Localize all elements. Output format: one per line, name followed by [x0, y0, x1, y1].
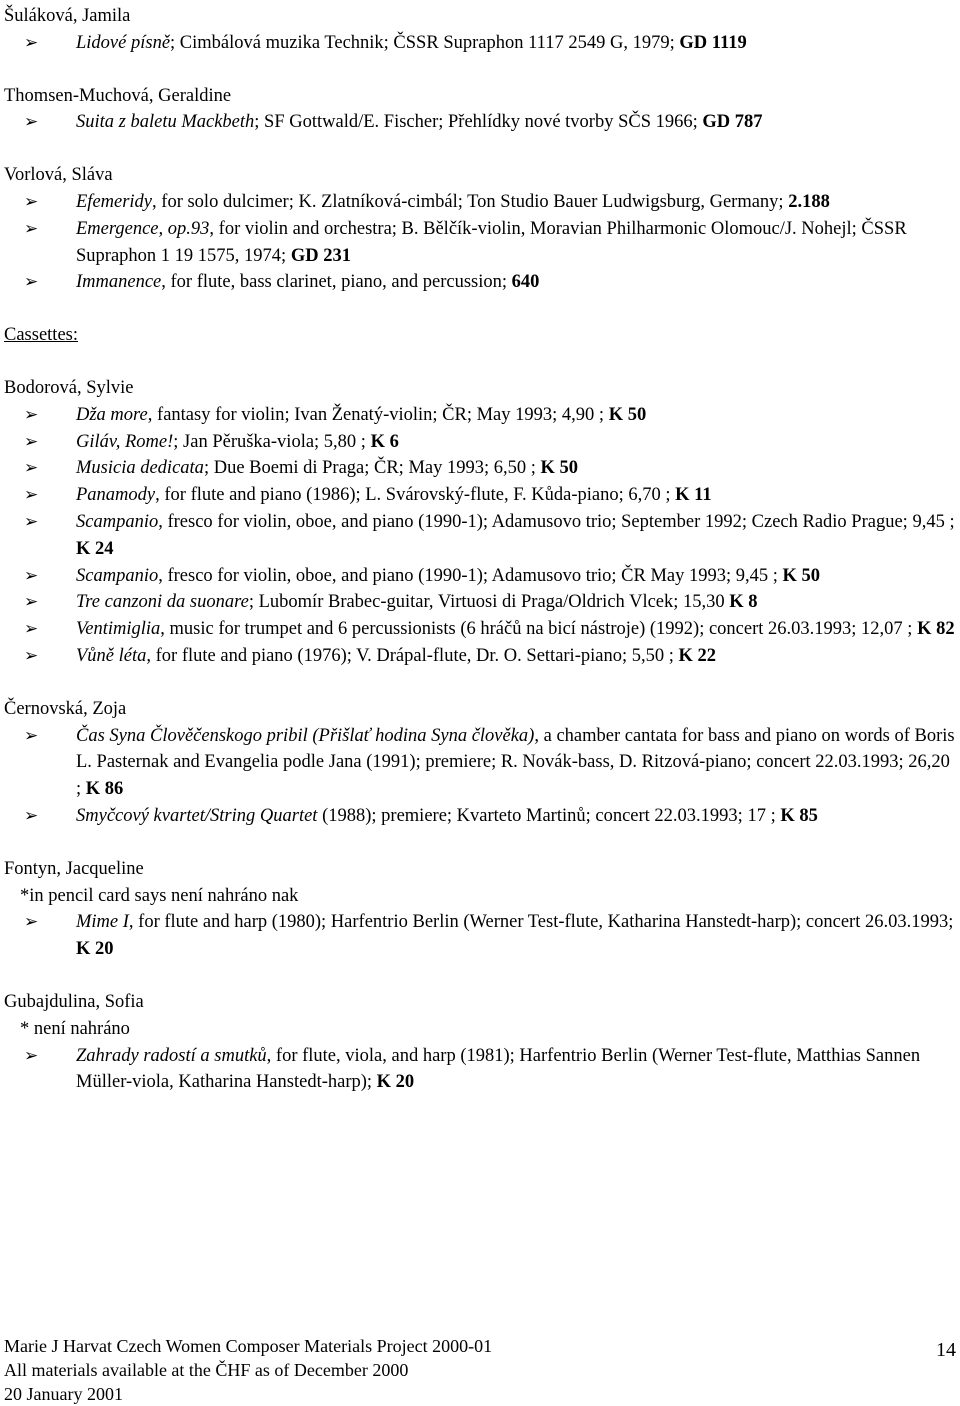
work-details: , music for trumpet and 6 percussionists (6 hráčů na bicí nástroje) (1992); concert 26.03.1993; 12,07 ;	[160, 619, 918, 640]
work-item	[4, 643, 956, 670]
works-list	[4, 189, 956, 296]
catalog-code: K 20	[376, 1072, 415, 1093]
work-title: Ventimiglia	[76, 619, 161, 640]
arrow-bullet-icon: ➢	[24, 485, 39, 506]
arrow-bullet-icon: ➢	[24, 645, 39, 666]
arrow-bullet-icon: ➢	[24, 912, 39, 933]
works-list	[4, 909, 956, 963]
work-details: (1988); premiere; Kvarteto Martinů; concert 22.03.1993; 17 ;	[317, 805, 781, 826]
work-title: Smyčcový kvartet/String Quartet	[76, 805, 318, 826]
work-title: Dža more	[76, 404, 148, 425]
composer-name: Vorlová, Sláva	[4, 165, 113, 186]
work-item	[4, 723, 956, 803]
arrow-bullet-icon: ➢	[24, 805, 39, 826]
work-details: , for violin and orchestra; B. Bělčík-violin, Moravian Philharmonic Olomouc/J. Nohejl; ČSSR Supraphon 1 19 1575, 1974;	[76, 218, 907, 266]
arrow-bullet-icon: ➢	[24, 725, 39, 746]
works-list	[4, 109, 956, 136]
work-item	[4, 1043, 956, 1097]
work-title: Efemeridy	[76, 191, 153, 212]
composer-name: Šuláková, Jamila	[4, 6, 131, 26]
work-details: , fresco for violin, oboe, and piano (1990-1); Adamusovo trio; September 1992; Czech Radio Prague; 9,45 ;	[158, 511, 955, 532]
work-item	[4, 402, 956, 429]
works-list	[4, 723, 956, 830]
arrow-bullet-icon: ➢	[24, 458, 39, 479]
composer-entry	[4, 3, 956, 57]
composer-entry	[4, 696, 956, 830]
catalog-code: K 22	[678, 645, 717, 666]
composer-entry	[4, 162, 956, 296]
work-title: Musicia dedicata	[76, 458, 204, 479]
work-details: , fresco for violin, oboe, and piano (1990-1); Adamusovo trio; ČR May 1993; 9,45 ;	[158, 565, 783, 586]
catalog-code: K 82	[917, 619, 955, 640]
catalog-code: K 86	[85, 779, 124, 800]
catalog-code: K 50	[540, 458, 579, 479]
work-details: , for solo dulcimer; K. Zlatníková-cimbál; Ton Studio Bauer Ludwigsburg, Germany;	[152, 191, 789, 212]
catalog-code: K 11	[675, 485, 712, 506]
work-item	[4, 30, 956, 57]
composer-entry	[4, 375, 956, 670]
work-details: ; Cimbálová muzika Technik; ČSSR Supraphon 1117 2549 G, 1979;	[170, 32, 680, 53]
work-details: , for flute and piano (1986); L. Svárovský-flute, F. Kůda-piano; 6,70 ;	[155, 485, 676, 506]
work-title: Tre canzoni da suonare	[76, 592, 249, 613]
works-list	[4, 402, 956, 670]
composer-name: Černovská, Zoja	[4, 698, 127, 719]
work-details: , fantasy for violin; Ivan Ženatý-violin; ČR; May 1993; 4,90 ;	[147, 404, 609, 425]
work-title: Čas Syna Člověčenskogo pribil (Přišlať hodina Syna člověka)	[76, 725, 535, 746]
document-page	[4, 3, 956, 1096]
work-details: , for flute, bass clarinet, piano, and percussion;	[161, 272, 512, 293]
composer-name: Gubajdulina, Sofia	[4, 991, 144, 1012]
catalog-code: K 50	[608, 404, 647, 425]
work-item	[4, 509, 956, 563]
catalog-code: K 85	[780, 805, 818, 826]
composer-name: Fontyn, Jacqueline	[4, 858, 144, 879]
arrow-bullet-icon: ➢	[24, 511, 39, 532]
work-title: Giláv, Rome!	[76, 431, 174, 452]
work-title: Scampanio	[76, 511, 159, 532]
work-details: , for flute, viola, and harp (1981); Harfentrio Berlin (Werner Test-flute, Matthias Sannen Müller-viola, Katharina Hanstedt-harp);	[76, 1045, 921, 1093]
work-details: ; SF Gottwald/E. Fischer; Přehlídky nové tvorby SČS 1966;	[254, 112, 703, 133]
work-item	[4, 803, 956, 830]
arrow-bullet-icon: ➢	[24, 32, 39, 53]
work-title: Immanence	[76, 272, 162, 293]
work-item	[4, 563, 956, 590]
catalog-code: K 50	[782, 565, 821, 586]
arrow-bullet-icon: ➢	[24, 404, 39, 425]
footer-line-date: 20 January 2001	[4, 1384, 123, 1404]
work-item	[4, 109, 956, 136]
work-title: Suita z baletu Mackbeth	[76, 112, 255, 133]
work-title: Lidové písně	[76, 32, 171, 53]
composer-entry	[4, 856, 956, 963]
catalog-code: GD 231	[290, 245, 351, 266]
composer-entry	[4, 989, 956, 1096]
arrow-bullet-icon: ➢	[24, 431, 39, 452]
catalog-code: 2.188	[788, 191, 830, 212]
work-details: ; Jan Pěruška-viola; 5,80 ;	[173, 431, 371, 452]
work-item	[4, 909, 956, 963]
catalog-code: K 8	[729, 592, 758, 613]
arrow-bullet-icon: ➢	[24, 1045, 39, 1066]
work-details: , for flute and piano (1976); V. Drápal-flute, Dr. O. Settari-piano; 5,50 ;	[146, 645, 679, 666]
work-title: Zahrady radostí a smutků	[76, 1045, 267, 1066]
arrow-bullet-icon: ➢	[24, 592, 39, 613]
work-title: Mime I	[76, 912, 129, 933]
catalog-code: K 20	[76, 939, 114, 960]
work-item	[4, 429, 956, 456]
work-item	[4, 455, 956, 482]
section-title-cassettes: Cassettes:	[4, 325, 78, 346]
catalog-code: GD 787	[702, 112, 763, 133]
page-number: 14	[936, 1339, 956, 1361]
work-details: ; Lubomír Brabec-guitar, Virtuosi di Praga/Oldrich Vlcek; 15,30	[248, 592, 730, 613]
entries-top	[4, 3, 956, 296]
arrow-bullet-icon: ➢	[24, 218, 39, 239]
entries-cassettes	[4, 375, 956, 1096]
work-details: , a chamber cantata for bass and piano on words of Boris L. Pasternak and Evangelia podle Jana (1991); premiere; R. Novák-bass, D. Ritzová-piano; concert 22.03.1993; 26,20 ;	[76, 725, 955, 800]
catalog-code: GD 1119	[679, 32, 747, 53]
catalog-code: 640	[511, 272, 540, 293]
work-details: , for flute and harp (1980); Harfentrio Berlin (Werner Test-flute, Katharina Hanstedt-harp); concert 26.03.1993;	[128, 912, 954, 933]
arrow-bullet-icon: ➢	[24, 619, 39, 640]
footer-line-project: Marie J Harvat Czech Women Composer Materials Project 2000-01	[4, 1336, 493, 1356]
work-item	[4, 269, 956, 296]
work-item	[4, 589, 956, 616]
page-footer	[4, 1334, 956, 1406]
composer-note: *in pencil card says není nahráno nak	[20, 885, 299, 906]
arrow-bullet-icon: ➢	[24, 191, 39, 212]
composer-name: Thomsen-Muchová, Geraldine	[4, 85, 232, 106]
work-item	[4, 189, 956, 216]
composer-note: * není nahráno	[20, 1018, 130, 1039]
work-item	[4, 616, 956, 643]
composer-name: Bodorová, Sylvie	[4, 377, 134, 398]
work-title: Scampanio	[76, 565, 159, 586]
work-details: ; Due Boemi di Praga; ČR; May 1993; 6,50 ;	[203, 458, 541, 479]
works-list	[4, 30, 956, 57]
work-item	[4, 216, 956, 270]
catalog-code: K 24	[76, 538, 114, 559]
catalog-code: K 6	[370, 431, 399, 452]
arrow-bullet-icon: ➢	[24, 112, 39, 133]
composer-entry	[4, 83, 956, 137]
arrow-bullet-icon: ➢	[24, 565, 39, 586]
works-list	[4, 1043, 956, 1097]
work-item	[4, 482, 956, 509]
arrow-bullet-icon: ➢	[24, 272, 39, 293]
work-title: Panamody	[76, 485, 156, 506]
footer-line-availability: All materials available at the ČHF as of December 2000	[4, 1360, 409, 1380]
work-title: Emergence, op.93	[76, 218, 210, 239]
work-title: Vůně léta	[76, 645, 147, 666]
